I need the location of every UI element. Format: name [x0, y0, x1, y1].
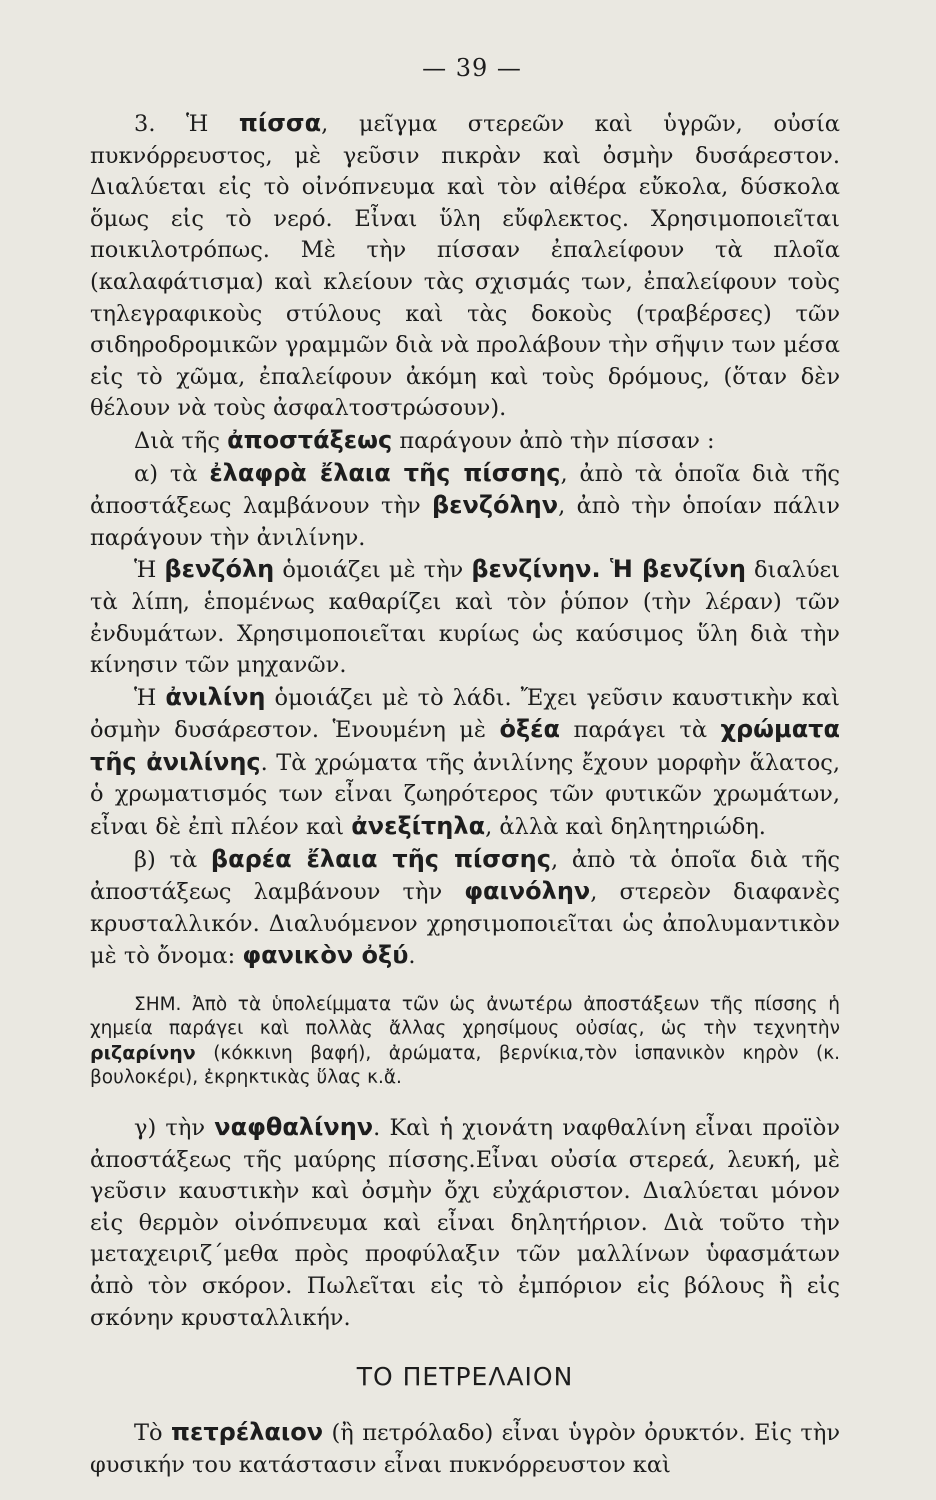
- text-segment: α) τὰ: [134, 460, 210, 487]
- term-naphthalene: ναφθαλίνην: [214, 1113, 374, 1142]
- text-segment: , ἀπὸ τὴν ὁποίαν πάλιν παράγουν τὴν ἀνιλίνην.: [90, 493, 840, 551]
- text-segment: διαλύει τὰ λίπη, ἑπομένως καθαρίζει καὶ τὸν ῥύπον (τὴν λέραν) τῶν ἐνδυμάτων. Χρησιμοποιεῖται κυρίως ὡς καύσιμος ὕλη διὰ τὴν κίνησιν τῶν μηχανῶν.: [90, 557, 840, 679]
- text-segment: γ) τὴν: [134, 1115, 215, 1142]
- term-indelible: ἀνεξίτηλα: [351, 812, 486, 841]
- text-segment: (ἢ πετρόλαδο) εἶναι ὑγρὸν ὀρυκτόν. Εἰς τὴν φυσικήν του κατάστασιν εἶναι πυκνόρρευστον καὶ: [90, 1420, 840, 1478]
- text-segment: .: [408, 943, 416, 970]
- text-segment: . Καὶ ἡ χιονάτη ναφθαλίνη εἶναι προϊὸν ἀποστάξεως τῆς μαύρης πίσσης.Εἶναι οὐσία στερεά, λευκή, μὲ γεῦσιν καυστικὴν καὶ ὀσμὴν ὄχι εὐχάριστον. Διαλύεται μόνον εἰς θερμὸν οἰνόπνευμα καὶ εἶναι δηλητήριον. Διὰ τοῦτο τὴν μεταχειριζ΄μεθα πρὸς προφύλαξιν τῶν μαλλίνων ὑφασμάτων ἀπὸ τὸν σκόρον. Πωλεῖται εἰς τὸ ἐμπόριον εἰς βόλους ἢ εἰς σκόνην κρυσταλλικήν.: [90, 1115, 840, 1331]
- paragraph-heavy-oils: [90, 844, 840, 973]
- note-paragraph: [90, 993, 840, 1090]
- term-benzole: βενζόλην: [431, 491, 559, 520]
- paragraph-pissa: [90, 108, 840, 425]
- text-segment: ὁμοιάζει μὲ τὸ λάδι. Ἔχει γεῦσιν καυστικὴν καὶ ὀσμὴν δυσάρεστον. Ἑνουμένη μὲ: [90, 684, 840, 744]
- term-benzole-2: βενζόλη: [164, 555, 275, 584]
- paragraph-apostaxis: [90, 425, 840, 458]
- text-segment: . Τὰ χρώματα τῆς ἀνιλίνης ἔχουν μορφὴν ἅλατος, ὁ χρωματισμός των εἶναι ζωηρότερος τῶν φυτικῶν χρωμάτων, εἶναι δὲ ἐπὶ πλέον καὶ: [90, 749, 840, 841]
- term-benzine: βενζίνην. Ἡ βενζίνη: [471, 555, 746, 584]
- paragraph-light-oils: [90, 458, 840, 555]
- term-petroleum: πετρέλαιον: [171, 1418, 324, 1447]
- text-segment: Διὰ τῆς: [134, 427, 228, 454]
- text-segment: Ἡ: [134, 557, 165, 584]
- term-aniline-colors: χρώματα τῆς ἀνιλίνης: [90, 715, 840, 776]
- text-segment: , ἀπὸ τὰ ὁποῖα διὰ τῆς ἀποστάξεως λαμβάνουν τὴν: [90, 460, 840, 520]
- text-segment: , στερεὸν διαφανὲς κρυσταλλικόν. Διαλυόμενον χρησιμοποιεῖται ὡς ἀπολυμαντικὸν μὲ τὸ ὄνομα:: [90, 879, 840, 970]
- section-title: ΤΟ ΠΕΤΡΕΛΑΙΟΝ: [356, 1362, 574, 1392]
- term-light-oils: ἐλαφρὰ ἔλαια τῆς πίσσης: [209, 458, 561, 487]
- text-segment: β) τὰ: [134, 846, 211, 873]
- term-alizarin: ριζαρίνην: [90, 1042, 196, 1065]
- page-number: — 39 —: [422, 54, 522, 82]
- paragraph-text: , μεῖγμα στερεῶν καὶ ὑγρῶν, οὐσία πυκνόρρευστος, μὲ γεῦσιν πικρὰν καὶ ὀσμὴν δυσάρεστον. Διαλύεται εἰς τὸ οἰνόπνευμα καὶ τὸν αἰθέρα εὔκολα, δύσκολα ὅμως εἰς τὸ νερό. Εἶναι ὕλη εὔφλεκτος. Χρησιμοποιεῖται ποικιλοτρόπως. Μὲ τὴν πίσσαν ἐπαλείφουν τὰ πλοῖα (καλαφάτισμα) καὶ κλείουν τὰς σχισμάς των, ἐπαλείφουν τοὺς τηλεγραφικοὺς στύλους καὶ τὰς δοκοὺς (τραβέρσες) τῶν σιδηροδρομικῶν γραμμῶν διὰ νὰ προλάβουν τὴν σῆψιν των μέσα εἰς τὸ χῶμα, ἐπαλείφουν ἀκόμη καὶ τοὺς δρόμους, (ὅταν δὲν θέλουν νὰ τοὺς ἀσφαλτοστρώσουν).: [90, 111, 840, 422]
- text-segment: ὁμοιάζει μὲ τὴν: [274, 557, 472, 584]
- text-segment: , ἀπὸ τὰ ὁποῖα διὰ τῆς ἀποστάξεως λαμβάνουν τὴν: [90, 846, 841, 906]
- term-pissa: πίσσα: [238, 109, 322, 137]
- term-apostaxis: ἀποστάξεως: [227, 425, 393, 454]
- paragraph-naphthalene: [90, 1112, 840, 1334]
- paragraph-petroleum: [90, 1417, 840, 1481]
- text-segment: παράγει τὰ: [560, 717, 721, 744]
- term-carbolic-acid: φανικὸν ὀξύ: [242, 941, 409, 970]
- text-segment: ΣΗΜ. Ἀπὸ τὰ ὑπολείμματα τῶν ὡς ἀνωτέρω ἀποστάξεων τῆς πίσσης ἡ χημεία παράγει καὶ πολλὰς ἄλλας χρησίμους οὐσίας, ὡς τὴν τεχνητὴν: [90, 994, 840, 1040]
- paragraph-benzole: [90, 554, 840, 681]
- paragraph-aniline: [90, 682, 840, 844]
- text-segment: , ἀλλὰ καὶ δηλητηριώδη.: [485, 814, 766, 841]
- term-phenol: φαινόλην: [464, 877, 591, 906]
- term-aniline: ἀνιλίνη: [165, 682, 266, 711]
- paragraph-lead: 3. Ἡ: [134, 111, 239, 137]
- text-segment: (κόκκινη βαφή), ἀρώματα, βερνίκια,τὸν ἱσπανικὸν κηρὸν (κ. βουλοκέρι), ἐκρηκτικὰς ὕλας κ.ἄ.: [90, 1043, 840, 1089]
- term-acids: ὀξέα: [499, 715, 561, 744]
- text-segment: Ἡ: [134, 684, 166, 711]
- text-segment: παράγουν ἀπὸ τὴν πίσσαν :: [392, 427, 715, 454]
- term-heavy-oils: βαρέα ἔλαια τῆς πίσσης: [210, 844, 551, 873]
- text-segment: Τὸ: [134, 1420, 172, 1447]
